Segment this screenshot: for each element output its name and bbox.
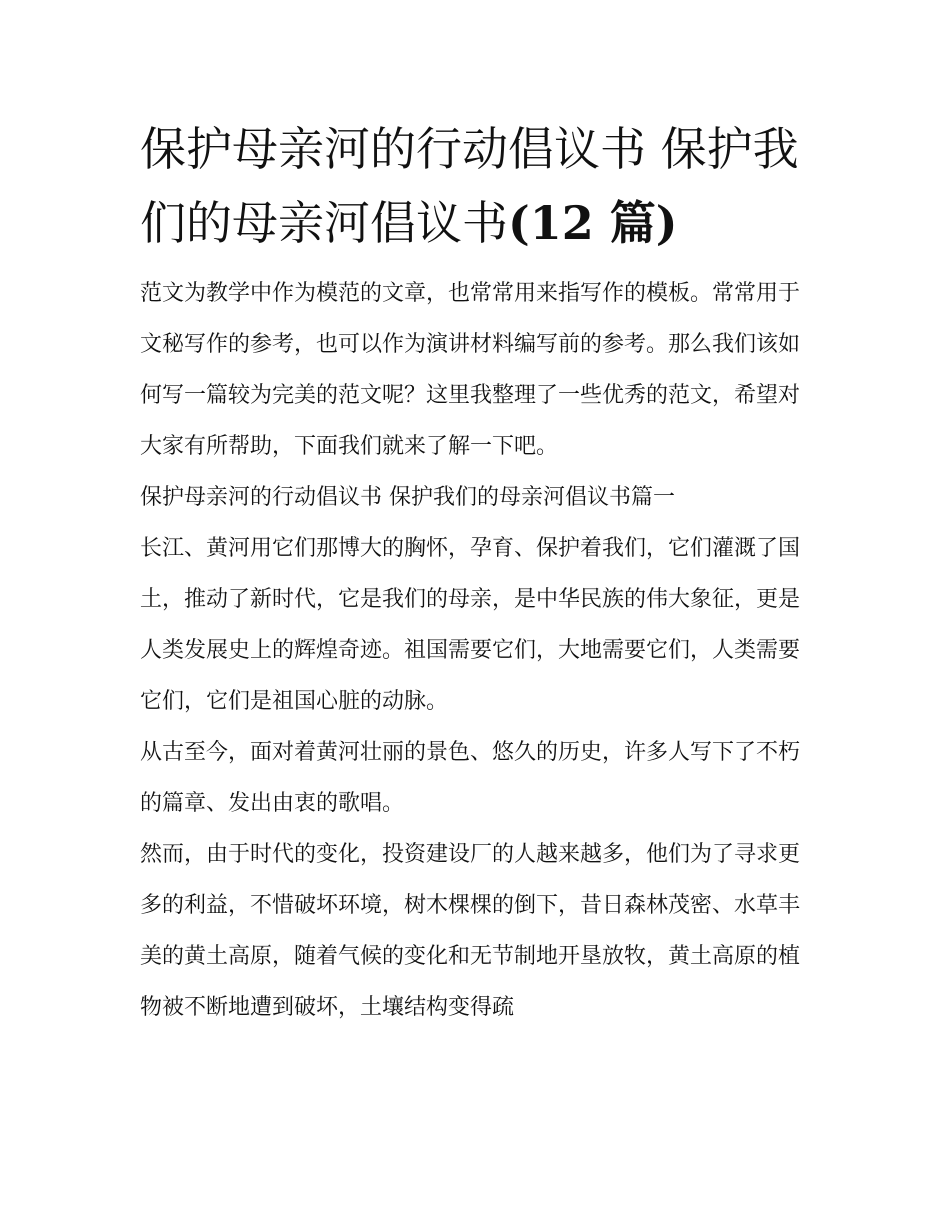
paragraph-intro: 范文为教学中作为模范的文章，也常常用来指写作的模板。常常用于文秘写作的参考，也可以作为演讲材料编写前的参考。那么我们该如何写一篇较为完美的范文呢？这里我整理了一些优秀的范文，希望对大家有所帮助，下面我们就来了解一下吧。: [140, 281, 801, 459]
paragraph: 然而，由于时代的变化，投资建设厂的人越来越多，他们为了寻求更多的利益，不惜破坏环境，树木棵棵的倒下，昔日森林茂密、水草丰美的黄土高原，随着气候的变化和无节制地开垦放牧，黄土高原的植物被不断地遭到破坏，土壤结构变得疏: [140, 842, 801, 1020]
section-heading: 保护母亲河的行动倡议书 保护我们的母亲河倡议书篇一: [140, 485, 675, 510]
document-content: [140, 112, 816, 1033]
document-body: [140, 268, 816, 1033]
paragraph: 从古至今，面对着黄河壮丽的景色、悠久的历史，许多人写下了不朽的篇章、发出由衷的歌唱。: [140, 740, 801, 816]
document-title: [140, 112, 816, 260]
paragraph: 长江、黄河用它们那博大的胸怀，孕育、保护着我们，它们灌溉了国土，推动了新时代，它是我们的母亲，是中华民族的伟大象征，更是人类发展史上的辉煌奇迹。祖国需要它们，大地需要它们，人类需要它们，它们是祖国心脏的动脉。: [140, 536, 801, 714]
document-title-main: 保护母亲河的行动倡议书 保护我们的母亲河倡议书: [140, 122, 799, 250]
document-title-count: (12 篇): [508, 196, 678, 250]
